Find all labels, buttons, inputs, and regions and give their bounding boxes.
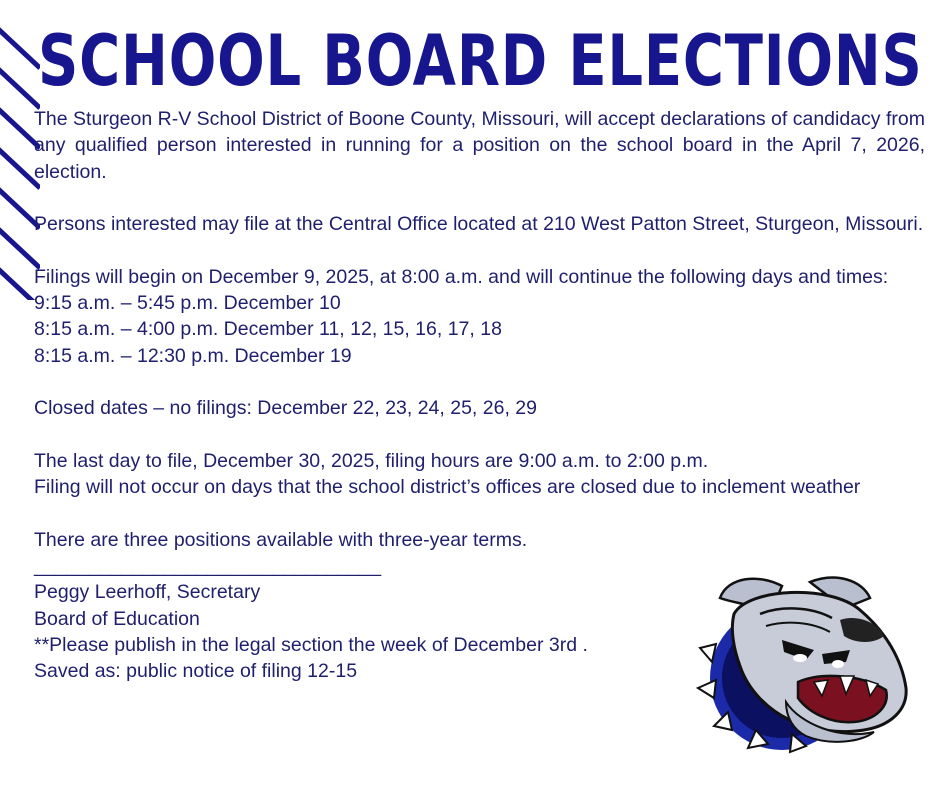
closed-dates: Closed dates – no filings: December 22, 23, 24, 25, 26, 29: [34, 397, 537, 420]
page-title: SCHOOL BOARD ELECTIONS: [38, 20, 923, 102]
weather-note: Filing will not occur on days that the school district’s offices are closed due to inclement weather: [34, 476, 861, 499]
bulldog-mascot-icon: [690, 570, 915, 755]
publish-note: **Please publish in the legal section the week of December 3rd .: [34, 633, 588, 656]
schedule-line: 9:15 a.m. – 5:45 p.m. December 10: [34, 292, 341, 315]
saved-as: Saved as: public notice of filing 12-15: [34, 660, 358, 683]
schedule-line: 8:15 a.m. – 4:00 p.m. December 11, 12, 15, 16, 17, 18: [34, 318, 502, 341]
signature-name: Peggy Leerhoff, Secretary: [34, 581, 261, 604]
schedule-line: 8:15 a.m. – 12:30 p.m. December 19: [34, 344, 352, 367]
intro-paragraph: The Sturgeon R-V School District of Boone County, Missouri, will accept declarations of candidacy from any qualified person interested in running for a position on the school board in the April 7, 2026, election.: [34, 108, 925, 183]
signature-org: Board of Education: [34, 607, 200, 630]
positions-note: There are three positions available with three-year terms.: [34, 528, 528, 551]
location-paragraph: Persons interested may file at the Central Office located at 210 West Patton Street, Sturgeon, Missouri.: [34, 213, 924, 236]
last-day: The last day to file, December 30, 2025, filing hours are 9:00 a.m. to 2:00 p.m.: [34, 449, 709, 472]
signature-rule: ________________________________: [34, 555, 382, 578]
filing-start-paragraph: Filings will begin on December 9, 2025, at 8:00 a.m. and will continue the following days and times:: [34, 265, 889, 288]
